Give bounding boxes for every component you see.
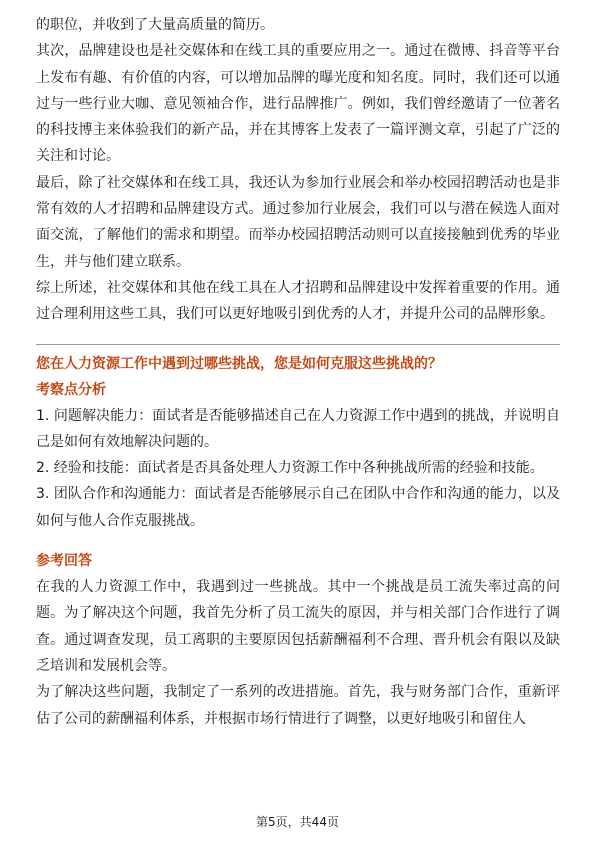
- answer-title: 参考回答: [36, 553, 92, 570]
- section-divider: [36, 344, 560, 345]
- answer-paragraph-2: 为了解决这些问题，我制定了一系列的改进措施。首先，我与财务部门合作，重新评估了公司的薪酬福利体系，并根据市场行情进行了调整，以更好地吸引和留住人: [36, 684, 560, 727]
- intro-paragraph-3: 最后，除了社交媒体和在线工具，我还认为参加行业展会和举办校园招聘活动也是非常有效的人才招聘和品牌建设方式。通过参加行业展会，我们可以与潜在候选人面对面交流，了解他们的需求和期望。而举办校园招聘活动则可以直接接触到优秀的毕业生，并与他们建立联系。: [36, 174, 560, 270]
- analysis-title: 考察点分析: [36, 381, 106, 398]
- analysis-item-1: 1. 问题解决能力：面试者是否能够描述自己在人力资源工作中遇到的挑战，并说明自己是如何有效地解决问题的。: [36, 407, 560, 450]
- answer-paragraph-1: 在我的人力资源工作中，我遇到过一些挑战。其中一个挑战是员工流失率过高的问题。为了解决这个问题，我首先分析了员工流失的原因，并与相关部门合作进行了调查。通过调查发现，员工离职的主要原因包括薪酬福利不合理、晋升机会有限以及缺乏培训和发展机会等。: [36, 579, 560, 674]
- document-page: [36, 12, 560, 732]
- intro-paragraph-4: 综上所述，社交媒体和其他在线工具在人才招聘和品牌建设中发挥着重要的作用。通过合理利用这些工具，我们可以更好地吸引到优秀的人才，并提升公司的品牌形象。: [36, 279, 560, 323]
- section-gap: [36, 534, 560, 548]
- analysis-item-2: 2. 经验和技能：面试者是否具备处理人力资源工作中各种挑战所需的经验和技能。: [36, 460, 544, 477]
- intro-paragraph-2: 其次，品牌建设也是社交媒体和在线工具的重要应用之一。通过在微博、抖音等平台上发布有趣、有价值的内容，可以增加品牌的曝光度和知名度。同时，我们还可以通过与一些行业大咖、意见领袖合作，进行品牌推广。例如，我们曾经邀请了一位著名的科技博主来体验我们的新产品，并在其博客上发表了一篇评测文章，引起了广泛的关注和讨论。: [36, 43, 560, 165]
- page-footer: 第5页，共44页: [256, 815, 339, 829]
- interview-question: 您在人力资源工作中遇到过哪些挑战，您是如何克服这些挑战的？: [36, 355, 442, 372]
- analysis-item-3: 3. 团队合作和沟通能力：面试者是否能够展示自己在团队中合作和沟通的能力，以及如何与他人合作克服挑战。: [36, 486, 560, 529]
- intro-paragraph-1: 的职位，并收到了大量高质量的简历。: [36, 17, 274, 33]
